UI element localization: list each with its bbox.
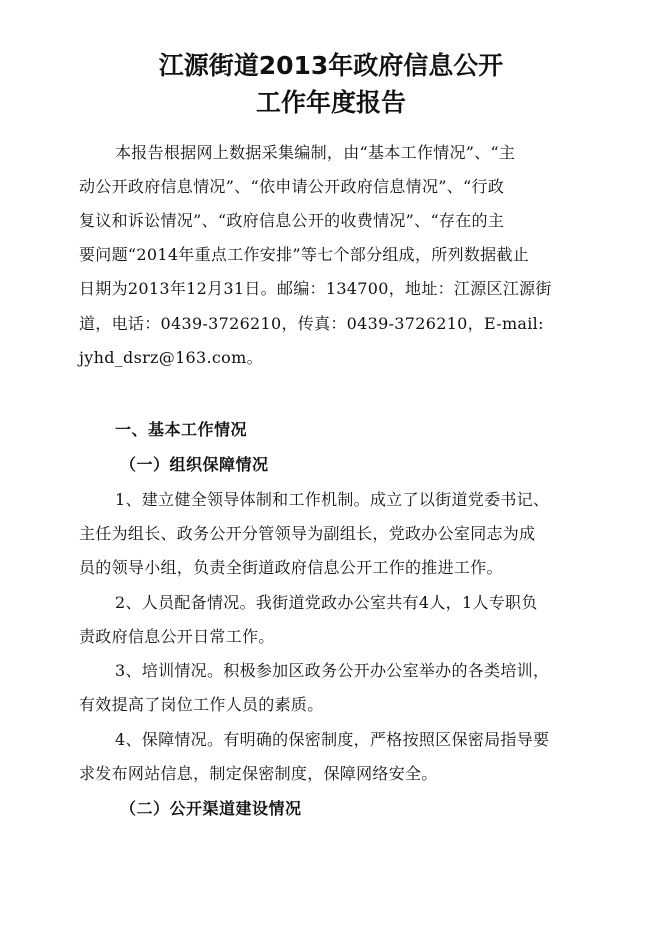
intro-line-4: 要问题“2014年重点工作安排”等七个部分组成，所列数据截止 [79, 245, 530, 264]
intro-line-7: jyhd_dsrz@163.com。 [79, 348, 263, 367]
item-3-line-1: 3、培训情况。积极参加区政务公开办公室举办的各类培训， [115, 661, 550, 680]
document-title-line-1: 江源街道2013年政府信息公开 [158, 51, 504, 80]
item-1-line-2: 主任为组长、政务公开分管领导为副组长，党政办公室同志为成 [79, 524, 536, 543]
item-3-line-2: 有效提高了岗位工作人员的素质。 [79, 695, 324, 714]
subsection-1-heading: （一）组织保障情况 [120, 455, 269, 474]
intro-line-6: 道，电话：0439-3726210，传真：0439-3726210，E-mail: [79, 314, 544, 333]
intro-line-3: 复议和诉讼情况”、“政府信息公开的收费情况”、“存在的主 [79, 211, 505, 230]
intro-line-5: 日期为2013年12月31日。邮编：134700，地址：江源区江源街 [79, 279, 552, 298]
subsection-2-heading: （二）公开渠道建设情况 [120, 799, 302, 818]
item-4-line-1: 4、保障情况。有明确的保密制度，严格按照区保密局指导要 [115, 730, 550, 749]
item-1-line-3: 员的领导小组，负责全街道政府信息公开工作的推进工作。 [79, 558, 503, 577]
intro-line-1: 本报告根据网上数据采集编制，由“基本工作情况”、“主 [115, 143, 516, 162]
document-title-line-2: 工作年度报告 [255, 88, 406, 117]
item-2-line-1: 2、人员配备情况。我街道党政办公室共有4人，1人专职负 [115, 593, 538, 612]
item-4-line-2: 求发布网站信息，制定保密制度，保障网络安全。 [79, 764, 438, 783]
section-1-heading: 一、基本工作情况 [115, 420, 248, 439]
intro-line-2: 动公开政府信息情况”、“依申请公开政府信息情况”、“行政 [79, 177, 505, 196]
item-2-line-2: 责政府信息公开日常工作。 [79, 627, 275, 646]
item-1-line-1: 1、建立健全领导体制和工作机制。成立了以街道党委书记、 [115, 490, 550, 509]
